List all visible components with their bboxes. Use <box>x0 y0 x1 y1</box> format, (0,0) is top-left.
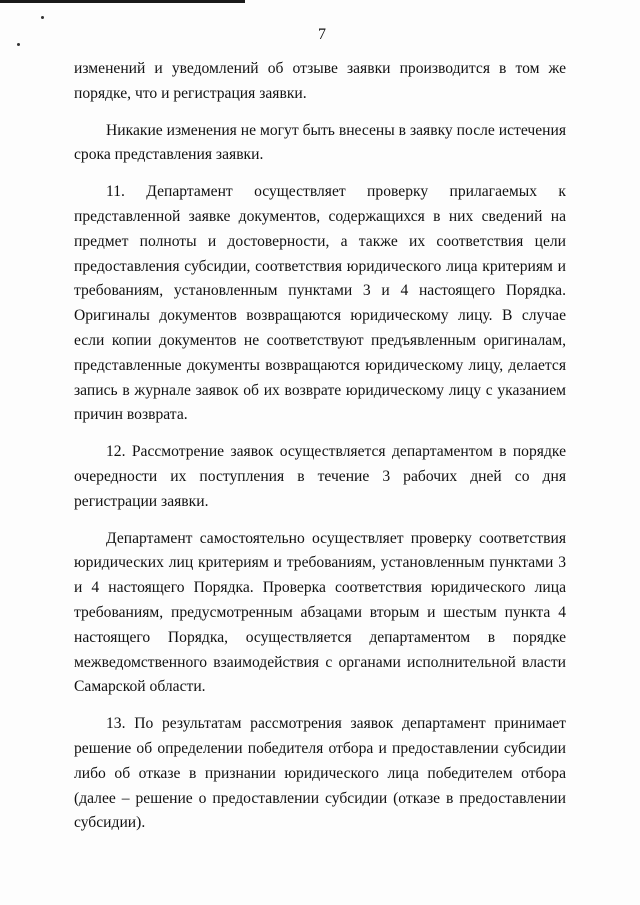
page-number: 7 <box>318 26 326 43</box>
scan-speck <box>41 16 44 19</box>
paragraph-no-changes: Никакие изменения не могут быть внесены в заявку после истечения срока представления заявки. <box>74 121 566 164</box>
paragraph-clause-11: 11. Департамент осуществляет проверку прилагаемых к представленной заявке документов, содержащихся в них сведений на предмет полноты и достоверности, а также их соответствия цели предоставления субсидии, соответствия юридического лица критериям и требованиям, установленным пунктами 3 и 4 настоящего Порядка. Оригиналы документов возвращаются юридическому лицу. В случае если копии документов не соответствуют предъявленным оригиналам, представленные документы возвращаются юридическому лицу, делается запись в журнале заявок об их возврате юридическому лицу с указанием причин возврата. <box>74 183 566 424</box>
scan-top-rule <box>0 0 245 3</box>
paragraph-department-check: Департамент самостоятельно осуществляет проверку соответствия юридических лиц критериям и требованиям, установленным пунктами 3 и 4 настоящего Порядка. Проверка соответствия юридического лица требованиям, предусмотренным абзацами вторым и шестым пункта 4 настоящего Порядка, осуществляется департаментом в порядке межведомственного взаимодействия с органами исполнительной власти Самарской области. <box>74 529 566 696</box>
document-body <box>74 57 566 848</box>
paragraph-clause-12: 12. Рассмотрение заявок осуществляется департаментом в порядке очередности их поступления в течение 3 рабочих дней со дня регистрации заявки. <box>74 443 566 510</box>
paragraph-continuation: изменений и уведомлений об отзыве заявки производится в том же порядке, что и регистрация заявки. <box>74 60 566 102</box>
paragraph-clause-13: 13. По результатам рассмотрения заявок департамент принимает решение об определении победителя отбора и предоставлении субсидии либо об отказе в признании юридического лица победителем отбора (далее – решение о предоставлении субсидии (отказе в предоставлении субсидии). <box>74 715 566 832</box>
